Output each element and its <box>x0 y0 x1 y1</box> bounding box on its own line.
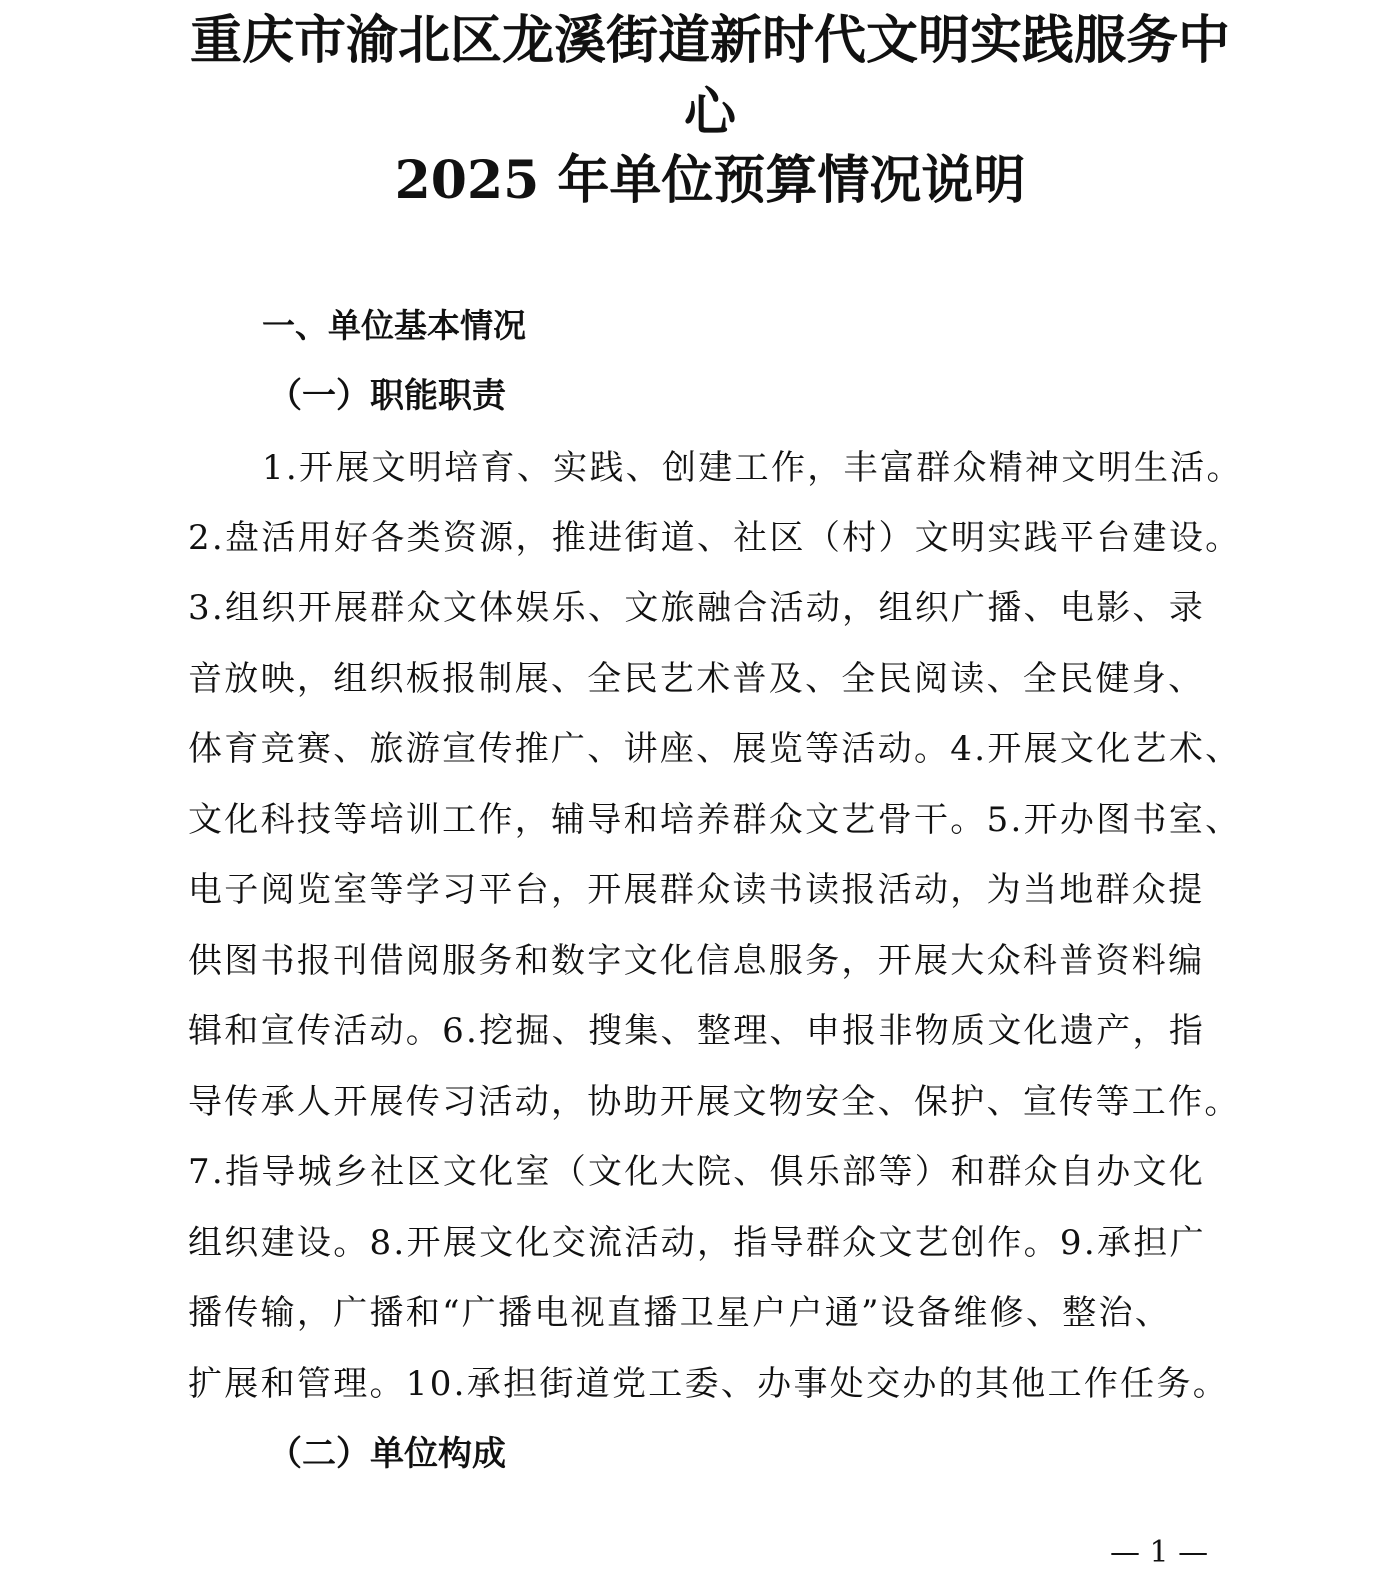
page-number: — 1 — <box>1110 1535 1209 1570</box>
paragraph-line: 3.组织开展群众文体娱乐、文旅融合活动，组织广播、电影、录 <box>188 588 1206 628</box>
document-title-line-2: 心 <box>683 82 736 143</box>
document-title-line-1: 重庆市渝北区龙溪街道新时代文明实践服务中 <box>189 10 1230 71</box>
paragraph-line: 扩展和管理。10.承担街道党工委、办事处交办的其他工作任务。 <box>188 1364 1230 1404</box>
paragraph-line: 组织建设。8.开展文化交流活动，指导群众文艺创作。9.承担广 <box>188 1223 1206 1263</box>
paragraph-line: 电子阅览室等学习平台，开展群众读书读报活动，为当地群众提 <box>188 870 1205 910</box>
subsection-1-heading: （一）职能职责 <box>268 376 506 416</box>
paragraph-line: 2.盘活用好各类资源，推进街道、社区（村）文明实践平台建设。 <box>188 518 1242 558</box>
paragraph-line: 体育竞赛、旅游宣传推广、讲座、展览等活动。4.开展文化艺术、 <box>188 729 1242 769</box>
paragraph-line: 音放映，组织板报制展、全民艺术普及、全民阅读、全民健身、 <box>188 659 1205 699</box>
paragraph-line: 供图书报刊借阅服务和数字文化信息服务，开展大众科普资料编 <box>188 941 1205 981</box>
paragraph-line: 导传承人开展传习活动，协助开展文物安全、保护、宣传等工作。 <box>188 1082 1241 1122</box>
paragraph-line: 文化科技等培训工作，辅导和培养群众文艺骨干。5.开办图书室、 <box>188 800 1242 840</box>
paragraph-line: 1.开展文明培育、实践、创建工作，丰富群众精神文明生活。 <box>262 448 1243 488</box>
subsection-2-heading: （二）单位构成 <box>268 1434 506 1474</box>
paragraph-line: 播传输，广播和“广播电视直播卫星户户通”设备维修、整治、 <box>188 1293 1172 1333</box>
paragraph-line: 7.指导城乡社区文化室（文化大院、俱乐部等）和群众自办文化 <box>188 1152 1206 1192</box>
paragraph-line: 辑和宣传活动。6.挖掘、搜集、整理、申报非物质文化遗产，指 <box>188 1011 1206 1051</box>
document-title-line-3: 2025 年单位预算情况说明 <box>394 150 1026 211</box>
section-1-heading: 一、单位基本情况 <box>262 306 526 345</box>
